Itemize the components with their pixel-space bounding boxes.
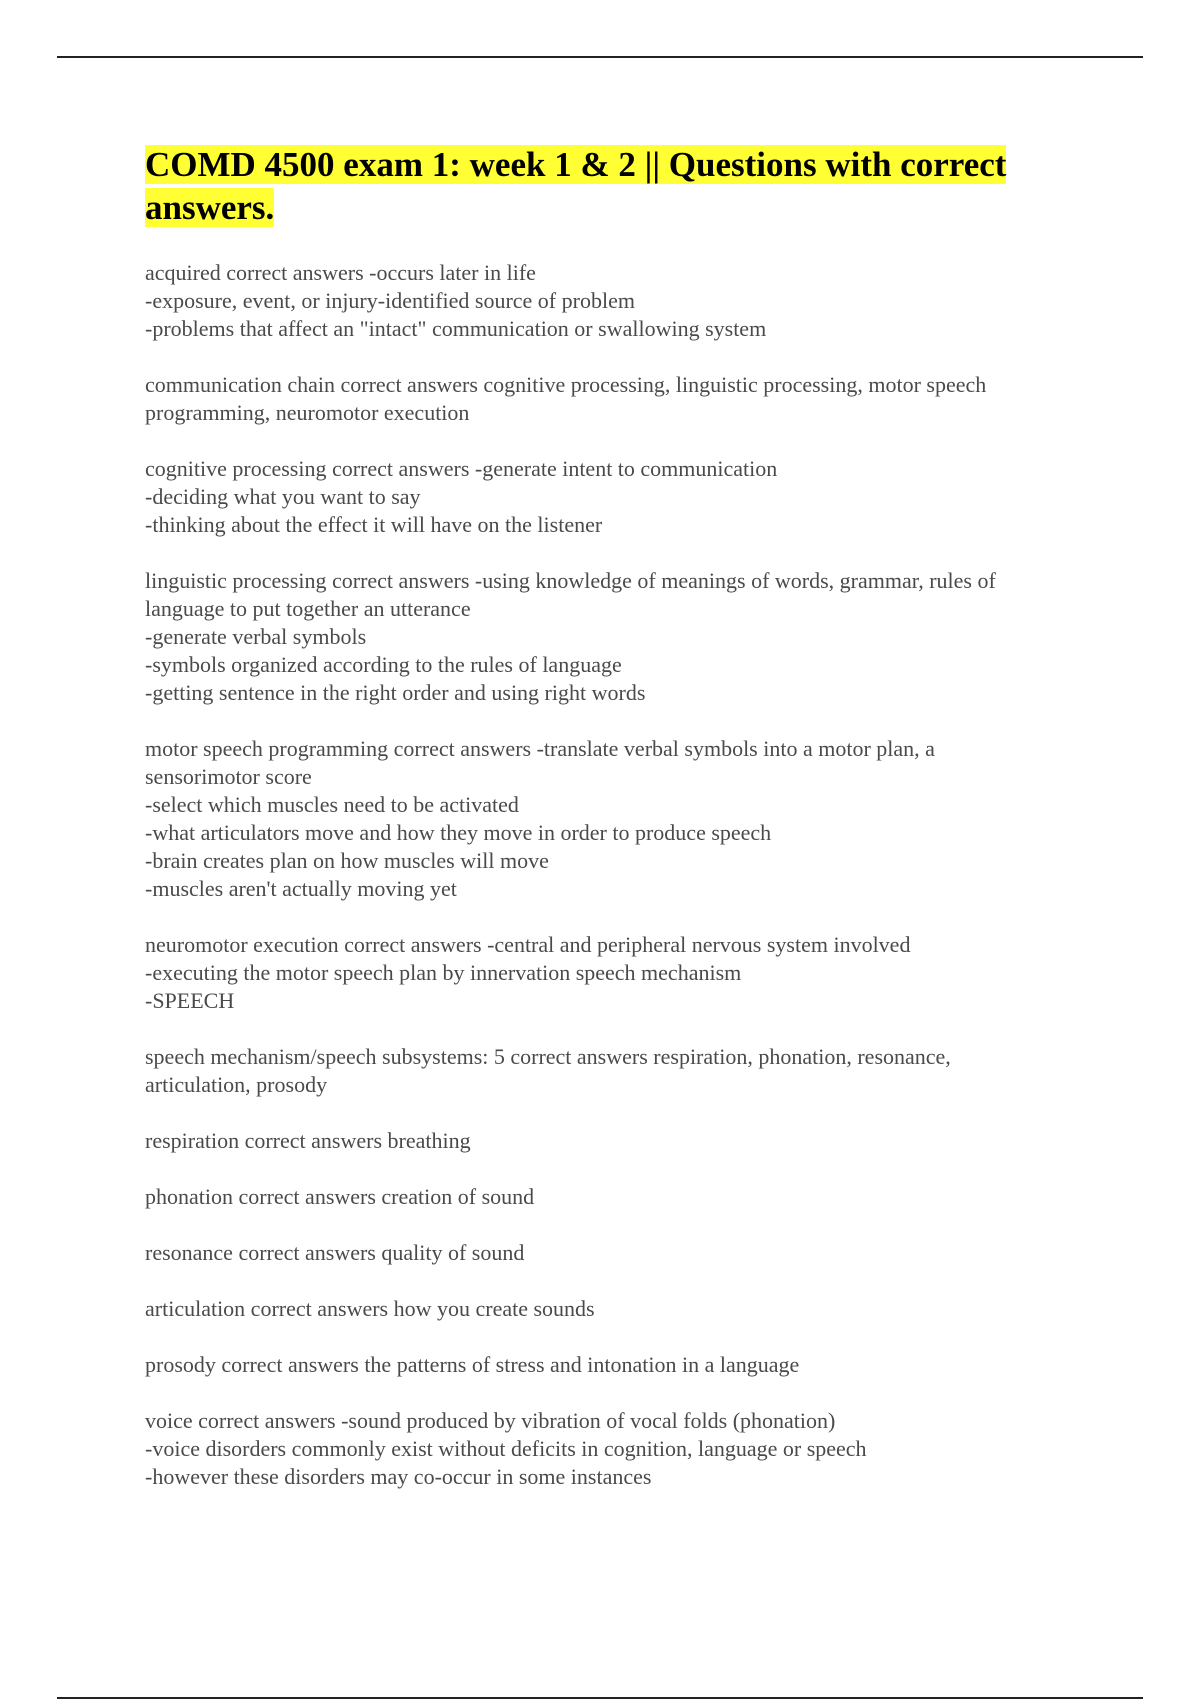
qa-line: -problems that affect an "intact" communication or swallowing system — [145, 316, 767, 341]
qa-line: -symbols organized according to the rules of language — [145, 652, 622, 677]
qa-line: neuromotor execution correct answers -central and peripheral nervous system involved — [145, 932, 911, 957]
qa-line: -exposure, event, or injury-identified source of problem — [145, 288, 635, 313]
page-bottom-rule — [57, 1697, 1143, 1699]
qa-entry — [145, 1295, 1055, 1323]
qa-line: -thinking about the effect it will have on the listener — [145, 512, 603, 537]
qa-line: -select which muscles need to be activated — [145, 792, 519, 817]
document-body — [145, 143, 1055, 1519]
qa-entry — [145, 735, 1055, 903]
qa-line: voice correct answers -sound produced by vibration of vocal folds (phonation) — [145, 1408, 836, 1433]
qa-entry — [145, 1239, 1055, 1267]
qa-entry — [145, 931, 1055, 1015]
qa-line: -getting sentence in the right order and using right words — [145, 680, 646, 705]
qa-line: cognitive processing correct answers -generate intent to communication — [145, 456, 778, 481]
qa-line: acquired correct answers -occurs later in life — [145, 260, 536, 285]
qa-line: linguistic processing correct answers -using knowledge of meanings of words, grammar, rules of language to put together an utterance — [145, 568, 996, 621]
qa-entry — [145, 371, 1055, 427]
qa-entry — [145, 259, 1055, 343]
qa-line: -however these disorders may co-occur in some instances — [145, 1464, 652, 1489]
qa-line: prosody correct answers the patterns of stress and intonation in a language — [145, 1352, 800, 1377]
qa-entry — [145, 455, 1055, 539]
title-highlight: COMD 4500 exam 1: week 1 & 2 || Questions with correct answers. — [145, 145, 1007, 227]
qa-entry — [145, 567, 1055, 707]
qa-line: -deciding what you want to say — [145, 484, 421, 509]
qa-line: articulation correct answers how you create sounds — [145, 1296, 595, 1321]
qa-line: -voice disorders commonly exist without deficits in cognition, language or speech — [145, 1436, 867, 1461]
qa-line: -SPEECH — [145, 988, 235, 1013]
qa-line: -brain creates plan on how muscles will move — [145, 848, 549, 873]
qa-entry — [145, 1127, 1055, 1155]
document-title — [145, 143, 1055, 229]
qa-line: -generate verbal symbols — [145, 624, 367, 649]
qa-entry — [145, 1043, 1055, 1099]
qa-line: speech mechanism/speech subsystems: 5 correct answers respiration, phonation, resonance, articulation, prosody — [145, 1044, 951, 1097]
page-top-rule — [57, 56, 1143, 58]
qa-entry — [145, 1407, 1055, 1491]
qa-line: -muscles aren't actually moving yet — [145, 876, 457, 901]
qa-entry — [145, 1351, 1055, 1379]
qa-line: motor speech programming correct answers -translate verbal symbols into a motor plan, a sensorimotor score — [145, 736, 935, 789]
qa-line: -what articulators move and how they move in order to produce speech — [145, 820, 772, 845]
qa-line: resonance correct answers quality of sound — [145, 1240, 525, 1265]
qa-line: -executing the motor speech plan by innervation speech mechanism — [145, 960, 742, 985]
qa-line: communication chain correct answers cognitive processing, linguistic processing, motor speech programming, neuromotor execution — [145, 372, 987, 425]
qa-line: respiration correct answers breathing — [145, 1128, 471, 1153]
qa-line: phonation correct answers creation of sound — [145, 1184, 535, 1209]
qa-list — [145, 259, 1055, 1491]
qa-entry — [145, 1183, 1055, 1211]
